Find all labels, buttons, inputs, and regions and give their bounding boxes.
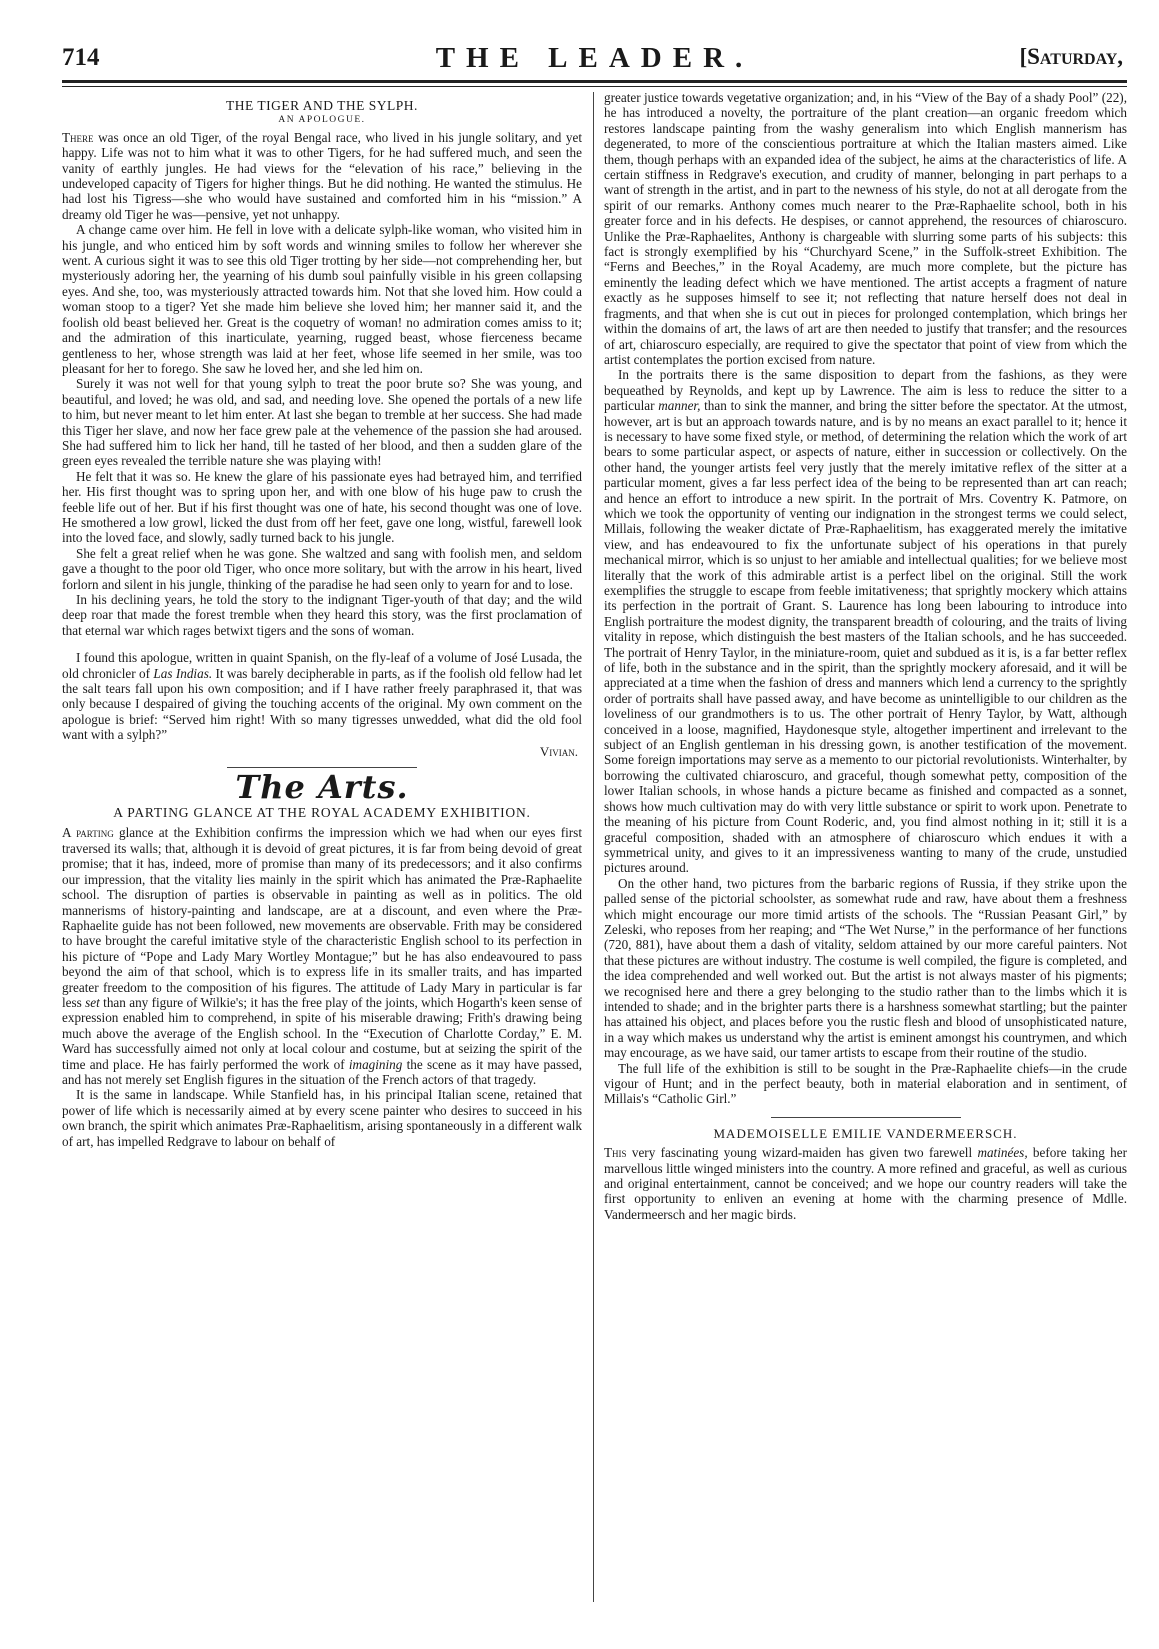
- arts-paragraph: In the portraits there is the same disposition to depart from the fashions, as they were bequeathed by Reynolds, and kept up by Lawrence. The aim is less to reduce the sitter to a particular manner, than to sink the manner, and bring the sitter before the spectator. At the utmost, however, art is but an approach towards nature, and is by no means an exact parallel to it; hence it is necessary to have some fixed style, or method, of determining the relation which the work of art bears to some particular aspect, or aspects of nature, either in succession or collectively. On the other hand, the younger artists feel very justly that the merely imitative reflex of the sitter at a particular moment, gives a far less perfect idea of the being to be represented than art can reach; and hence an effort to introduce a new spirit. In the portrait of Mrs. Coventry K. Patmore, on which we took the opportunity of venting our indignation in the strongest terms we could select, Millais, following the weaker dictate of Præ-Raphaelitism, has exaggerated merely the imitative view, and has endeavoured to fix the unfortunate subject of his operations in that purely mechanical mirror, which is so unjust to her amiable and intellectual qualities; for we believe most literally that the work of this admirable artist is a perfect libel on the original. Still the work exemplifies the struggle to escape from feeble imitativeness; that sprightly mockery which attains its perfection in the portrait of Grant. S. Laurence has long been labouring to introduce into English portraiture the modest dignity, the transparent breadth of colouring, and the traits of living vitality in repose, which distinguish the best masters of the Italian schools, and he has succeeded. The portrait of Henry Taylor, in the miniature-room, quiet and subdued as it is, is a far better reflex of life, both in the substance and in the spirit, than the sprightly mockery aforesaid, and it will be appreciated at a time when the fashion of dress and manners which lend a currency to the sprightly order of portraits shall have passed away, and have become as unintelligible to our children as the loveliness of our grandmothers is to us. The other portrait of Henry Taylor, by Watt, although conceived in a loose, magnified, Haydonesque style, altogether impertinent and irrelevant to the subject of an English gentleman in his dressing gown, is another testification of the movement. Some foreign importations may serve as a memento to our pictorial revolutionists. Winterhalter, by borrowing the cultivated chiaroscuro, and graceful, though somewhat petty, composition of the lower Italian schools, in whose hands a picture became as finished and compacted as a sonnet, shows how much cultivation may do with very little substance or spirit to work upon. Penetrate to the meaning of his picture from Count Roderic, and, you find almost nothing in it; still it is a graceful composition, shaded with an atmosphere of chiaroscuro which endues it with a symmetrical unity, and gives to it an impressiveness wanting to many of the crude, unstudied pictures around.: [604, 367, 1127, 876]
- mdlle-paragraph: This very fascinating young wizard-maiden has given two farewell matinées, before taking her marvellous little winged ministers into the country. A more refined and graceful, as well as curious and original entertainment, cannot be conceived; and we hope our country readers will take the first opportunity to enliven an evening at home with the charming presence of Mdlle. Vandermeersch and her magic birds.: [604, 1145, 1127, 1222]
- header-rule-thin: [62, 86, 1127, 87]
- tiger-paragraph: There was once an old Tiger, of the royal Bengal race, who lived in his jungle solitary, and yet happy. Life was not to him what it was to other Tigers, for he had suffered much, and seen the vanity of earthly jungles. He had views for the “elevation of his race,” believing in the undeveloped capacity of Tigers for higher things. But he did nothing. He wanted the stimulus. He had lost his Tigress—she who would have sustained and comforted him in his “mission.” A dreamy old Tiger he was—pensive, yet not unhappy.: [62, 129, 582, 222]
- arts-paragraph: The full life of the exhibition is still to be sought in the Præ-Raphaelite chiefs—in the crude vigour of Hunt; and in the perfect beauty, both in material elaboration and in sentiment, of Millais's “Catholic Girl.”: [604, 1060, 1127, 1107]
- tiger-article-subtitle: AN APOLOGUE.: [278, 115, 366, 126]
- section-separator: [771, 1117, 961, 1118]
- mdlle-article-title: MADEMOISELLE EMILIE VANDERMEERSCH.: [713, 1125, 1018, 1141]
- arts-paragraph: greater justice towards vegetative organization; and, in his “View of the Bay of a shady Pool” (22), he has introduced a novelty, the portraiture of the plant creation—an organic freedom which restores landscape painting from the washy generalism into which English mannerism has degenerated, to more of the conscientious portraiture at which the Italian masters aimed. Like them, though perhaps with an expanded idea of the subject, he aims at the characteristics of life. A certain stiffness in Redgrave's execution, and crudity of manner, belonging in part perhaps to a want of strength in the artist, and in part to the newness of his style, do not at all derogate from the spirit of our remarks. Anthony comes much nearer to the Præ-Raphaelite school, both in his greater force and in his defects. He despises, or cannot apprehend, the resources of chiaroscuro. Unlike the Præ-Raphaelites, Anthony is chargeable with slurring some parts of his subjects: this fact is strongly exemplified by his “Churchyard Scene,” in the Suffolk-street Exhibition. The “Ferns and Beeches,” in the Royal Academy, are much more complete, but the picture has eminently the leading defect which we have mentioned. The artist accepts a fragment of nature exactly as he supposes himself to see it; not reflecting that nature herself does not deal in fragments, and that when she is cut out in pieces for prolonged contemplation, which brings her within the domains of art, the laws of art are then needed to justify that transfer; and the resources of art, chiaroscuro especially, are required to give the spectator that point of view from which the artist contemplates the portion excised from nature.: [604, 90, 1127, 367]
- author-signature: Vivian.: [539, 743, 578, 759]
- tiger-afterword: I found this apologue, written in quaint Spanish, on the fly-leaf of a volume of José Lusada, the old chronicler of Las Indias. It was barely decipherable in parts, as if the foolish old fellow had let the salt tears fall upon his own composition; and if I have rather freely paraphrased it, that was only because I despaired of giving the touching accents of the original. My own comment on the apologue is brief: “Served him right! With so many tigresses unwedded, what did the old fool want with a sylph?”: [62, 650, 582, 743]
- column-divider: [593, 92, 594, 1602]
- tiger-paragraph: A change came over him. He fell in love with a delicate sylph-like woman, who visited him in his jungle, and who enticed him by soft words and winning smiles to follow her wherever she went. A curious sight it was to see this old Tiger trotting by her side—not comprehending her, but mysteriously adoring her, the yearning of his dumb soul painfully visible in his green collapsing eyes. And she, too, was mysteriously attracted towards him. Not that she loved him. How could a woman stoop to a tiger? Yet she made him believe she loved him; her manner said it, and the foolish old beast believed her. Great is the coquetry of woman! no admiration comes amiss to it; and the admiration of this inarticulate, yearning, rugged beast, whose fierceness became gentleness to her, whose strength was laid at her feet, whose life seemed in her smile, was too pleasant for her to forego. She saw he loved her, and she led him on.: [62, 222, 582, 376]
- header-rule-thick: [62, 80, 1127, 83]
- page-number: 714: [62, 44, 100, 71]
- arts-paragraph: A parting glance at the Exhibition confirms the impression which we had when our eyes first traversed its walls; that, although it is devoid of great pictures, it is far from being devoid of great promise; that it has, indeed, more of promise than many of its predecessors; and it also confirms our impression, that the vitality lies mainly in the spirit which has animated the Præ-Raphaelite school. The disruption of parties is observable in painting as well as in politics. The old mannerisms of history-painting and landscape, are at a discount, and even where the Præ-Raphaelite guide has not been followed, new movements are observable. Frith may be considered to have brought the careful imitative style of the characteristic English school to its perfection in his picture of “Pope and Lady Mary Wortley Montague;” but he has also endeavoured to pass beyond the aim of that school, which is to express life in its smaller traits, and has imparted greater freedom to the composition of his figures. The attitude of Lady Mary in particular is far less set than any figure of Wilkie's; it has the free play of the joints, which Hogarth's keen sense of expression enabled him to comprehend, in spite of his miserable drawing; Frith's drawing being much above the average of the English school. In the “Execution of Charlotte Corday,” E. M. Ward has successfully aimed not only at local colour and costume, but at seizing the spirit of the time and place. He has fairly performed the work of imagining the scene as it may have passed, and has not merely set English figures in the situation of the French actors of that tragedy.: [62, 825, 582, 1087]
- newspaper-title: THE LEADER.: [435, 42, 754, 74]
- arts-paragraph: It is the same in landscape. While Stanfield has, in his principal Italian scene, retained that power of life which is necessarily aimed at by every scene painter who desires to succeed in his own branch, the spirit which animates Præ-Raphaelitism, arising spontaneously in a different walk of art, has impelled Redgrave to labour on behalf of: [62, 1087, 582, 1149]
- tiger-paragraph: Surely it was not well for that young sylph to treat the poor brute so? She was young, and beautiful, and loved; he was old, and sad, and needing love. She opened the portals of a new life to him, but never meant to let him enter. At last she began to tremble at her success. She had made this Tiger her slave, and now her face grew pale at the vehemence of the passion she had aroused. She had suffered him to lick her hand, till he tasted of her blood, and then a sudden glare of the green eyes revealed the terrible nature she was playing with!: [62, 376, 582, 469]
- tiger-paragraph: He felt that it was so. He knew the glare of his passionate eyes had betrayed him, and terrified her. His first thought was to spring upon her, and with one blow of his huge paw to crush the feeble life out of her. But if his first thought was one of hate, his second thought was one of love. He smothered a low growl, licked the dust from off her feet, gave one long, wistful, farewell look into the loved face, and slowly, sadly turned back to his jungle.: [62, 468, 582, 546]
- arts-article-title: A PARTING GLANCE AT THE ROYAL ACADEMY EXHIBITION.: [113, 805, 531, 821]
- section-heading-arts: The Arts.: [235, 768, 409, 807]
- right-column: [604, 90, 1127, 1222]
- drop-word: There: [62, 129, 94, 145]
- arts-paragraph: On the other hand, two pictures from the barbaric regions of Russia, if they strike upon the palled sense of the pictorial schoolster, as somewhat rude and raw, have about them a freshness which might encourage our more timid artists of the schools. The “Russian Peasant Girl,” by Zeleski, who reposes from her reaping; and “The Wet Nurse,” in the performance of her functions (720, 881), have about them a dash of vitality, seldom attained by our more careful painters. Not that these pictures are without industry. The costume is well compiled, the figure is completed, and the idea comprehended and well worked out. But the artist is not always master of his pigments; we recognised here and there a grey belonging to the studio rather than to the limbs which it is intended to shade; and in the brighter parts there is a harshness somewhat startling; but the painter has attained his object, and places before you the rustic flesh and blood of unsophisticated nature, in a way which makes us understand why the artist is eminent amongst his countrymen, and which may encourage, as we have said, our tamer artists to escape from their routine of the studio.: [604, 875, 1127, 1061]
- tiger-article-title: THE TIGER AND THE SYLPH.: [226, 98, 418, 113]
- left-column: [62, 94, 582, 1149]
- page-header: [62, 38, 1127, 78]
- tiger-paragraph: In his declining years, he told the story to the indignant Tiger-youth of that day; and the wild deep roar that made the forest tremble when they heard this story, was the first proclamation of that eternal war which rages betwixt tigers and the sons of woman.: [62, 592, 582, 638]
- issue-day: [Saturday,: [1019, 44, 1123, 69]
- tiger-paragraph: She felt a great relief when he was gone. She waltzed and sang with foolish men, and seldom gave a thought to the poor old Tiger, who once more solitary, but with the arrow in his heart, lived forlorn and silent in his jungle, thinking of the paradise he had seen only to yearn for and to lose.: [62, 545, 582, 592]
